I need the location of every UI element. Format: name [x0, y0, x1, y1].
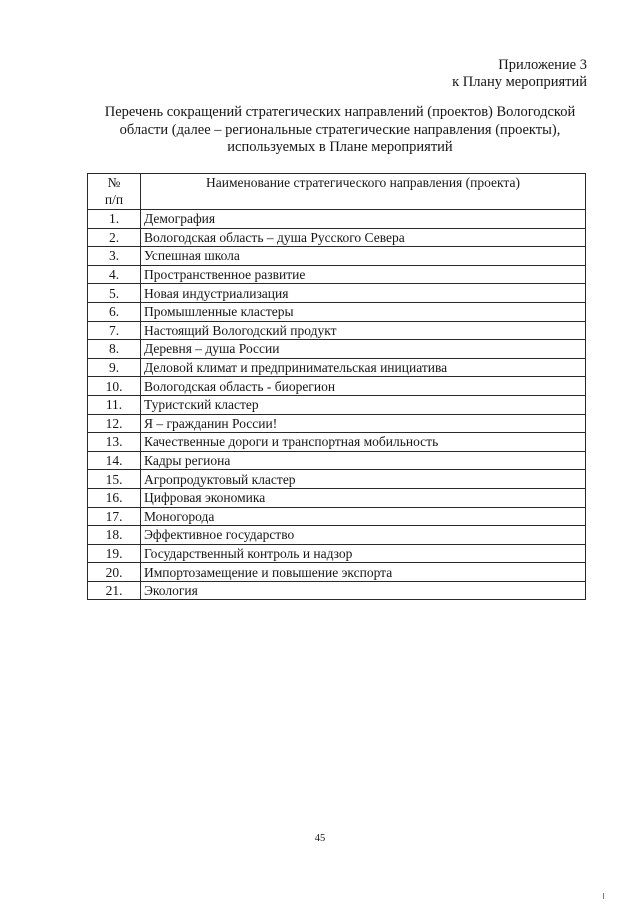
row-name: Кадры региона [141, 451, 586, 470]
title-line-1: Перечень сокращений стратегических направлений (проектов) Вологодской [104, 104, 576, 120]
table-row [88, 340, 586, 359]
row-name: Промышленные кластеры [141, 302, 586, 321]
header-name: Наименование стратегического направления (проекта) [141, 174, 586, 210]
row-name: Успешная школа [141, 247, 586, 266]
table-header-row [88, 174, 586, 210]
table-row [88, 470, 586, 489]
title-line-2: области (далее – региональные стратегические направления (проекты), [119, 121, 561, 138]
row-name: Пространственное развитие [141, 265, 586, 284]
title-line-3: используемых в Плане мероприятий [227, 139, 453, 155]
appendix-line-1: Приложение 3 [498, 57, 587, 73]
header-number-line-1: № [107, 175, 121, 190]
row-number: 19. [88, 544, 141, 563]
row-number: 1. [88, 210, 141, 229]
row-number: 15. [88, 470, 141, 489]
header-number-line-2: п/п [104, 192, 124, 207]
row-number: 4. [88, 265, 141, 284]
row-number: 11. [88, 395, 141, 414]
table-row [88, 433, 586, 452]
row-number: 16. [88, 488, 141, 507]
row-number: 10. [88, 377, 141, 396]
table-row [88, 321, 586, 340]
row-number: 6. [88, 302, 141, 321]
row-name: Эффективное государство [141, 526, 586, 545]
row-number: 14. [88, 451, 141, 470]
row-name: Деревня – душа России [141, 340, 586, 359]
row-name: Импортозамещение и повышение экспорта [141, 563, 586, 582]
table-row [88, 265, 586, 284]
row-number: 7. [88, 321, 141, 340]
row-name: Вологодская область - биорегион [141, 377, 586, 396]
table-row [88, 377, 586, 396]
row-name: Я – гражданин России! [141, 414, 586, 433]
table-row [88, 488, 586, 507]
row-number: 18. [88, 526, 141, 545]
row-name: Моногорода [141, 507, 586, 526]
row-name: Демография [141, 210, 586, 229]
table-row [88, 507, 586, 526]
table-row [88, 451, 586, 470]
table-row [88, 302, 586, 321]
table-row [88, 247, 586, 266]
table-body [88, 210, 586, 600]
row-number: 21. [88, 581, 141, 600]
row-name: Настоящий Вологодский продукт [141, 321, 586, 340]
row-number: 3. [88, 247, 141, 266]
row-number: 17. [88, 507, 141, 526]
row-number: 9. [88, 358, 141, 377]
row-number: 12. [88, 414, 141, 433]
row-name: Государственный контроль и надзор [141, 544, 586, 563]
appendix-line-2: к Плану мероприятий [452, 74, 587, 90]
row-name: Агропродуктовый кластер [141, 470, 586, 489]
scan-mark [603, 893, 604, 899]
row-name: Качественные дороги и транспортная мобильность [141, 433, 586, 452]
row-number: 13. [88, 433, 141, 452]
table-row [88, 358, 586, 377]
table-row [88, 210, 586, 229]
row-name: Новая индустриализация [141, 284, 586, 303]
row-number: 2. [88, 228, 141, 247]
table-row [88, 581, 586, 600]
row-name: Экология [141, 581, 586, 600]
row-name: Деловой климат и предпринимательская инициатива [141, 358, 586, 377]
table-row [88, 563, 586, 582]
header-number [88, 174, 141, 210]
row-name: Цифровая экономика [141, 488, 586, 507]
row-name: Вологодская область – душа Русского Севера [141, 228, 586, 247]
appendix-label [452, 57, 587, 91]
table-row [88, 414, 586, 433]
table-row [88, 395, 586, 414]
row-number: 5. [88, 284, 141, 303]
table-row [88, 284, 586, 303]
document-title [60, 104, 620, 157]
row-name: Туристский кластер [141, 395, 586, 414]
table-row [88, 228, 586, 247]
table-row [88, 526, 586, 545]
directions-table [87, 173, 586, 600]
row-number: 20. [88, 563, 141, 582]
page-number: 45 [314, 833, 326, 844]
row-number: 8. [88, 340, 141, 359]
table-row [88, 544, 586, 563]
